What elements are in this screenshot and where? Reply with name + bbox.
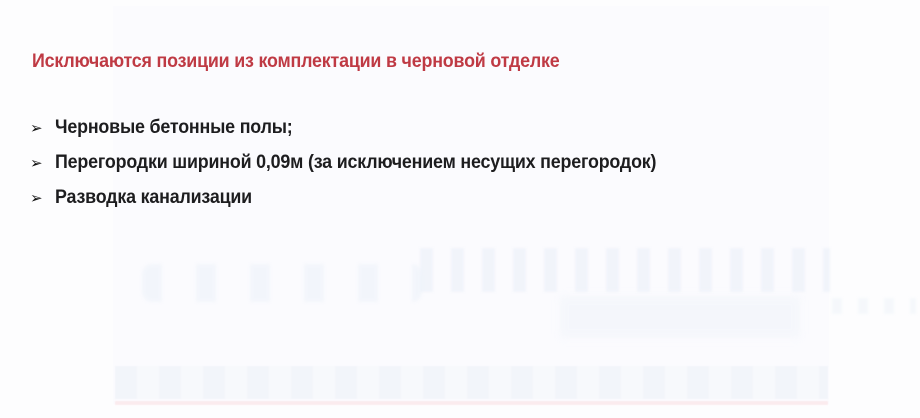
slide-heading: Исключаются позиции из комплектации в черновой отделке	[32, 51, 560, 72]
arrow-bullet-icon: ➢	[30, 153, 43, 172]
list-item	[30, 145, 695, 180]
bullet-text: Перегородки шириной 0,09м (за исключением несущих перегородок)	[55, 151, 657, 173]
bullet-text: Разводка канализации	[55, 186, 252, 208]
bullet-list	[30, 110, 695, 215]
arrow-bullet-icon: ➢	[30, 188, 43, 207]
arrow-bullet-icon: ➢	[30, 118, 43, 137]
list-item	[30, 180, 695, 215]
bullet-text: Черновые бетонные полы;	[55, 116, 293, 138]
watermark-dots	[832, 298, 916, 314]
list-item	[30, 110, 695, 145]
